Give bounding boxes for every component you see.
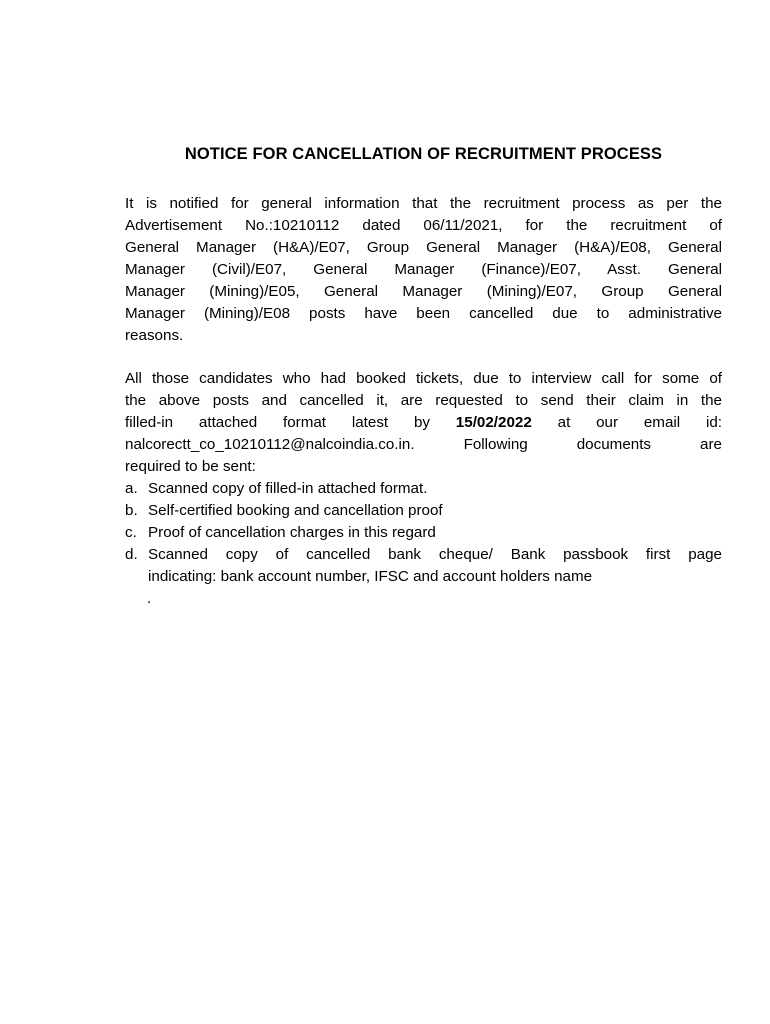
paragraph-1-line: Manager (Civil)/E07, General Manager (Finance)/E07, Asst. General <box>125 261 722 278</box>
list-item <box>125 478 722 500</box>
notice-paragraph-1 <box>125 193 722 347</box>
list-item <box>125 544 722 588</box>
paragraph-2-line: required to be sent: <box>125 458 256 475</box>
required-documents-list <box>125 478 722 588</box>
list-item-text: Scanned copy of filled-in attached format. <box>148 480 428 497</box>
list-marker: c. <box>125 524 137 541</box>
paragraph-1-line: reasons. <box>125 327 184 344</box>
notice-paragraph-2 <box>125 368 722 478</box>
paragraph-1-line: Manager (Mining)/E05, General Manager (Mining)/E07, Group General <box>125 283 722 300</box>
list-item-text-line: indicating: bank account number, IFSC and account holders name <box>148 568 593 585</box>
list-item-text-line: Scanned copy of cancelled bank cheque/ Bank passbook first page <box>148 546 722 563</box>
list-item-text: Proof of cancellation charges in this regard <box>148 524 436 541</box>
paragraph-1-line: Advertisement No.:10210112 dated 06/11/2021, for the recruitment of <box>125 217 722 234</box>
list-item-text: Self-certified booking and cancellation proof <box>148 502 443 519</box>
list-marker: b. <box>125 502 138 519</box>
list-item-text <box>148 544 722 588</box>
deadline-date: 15/02/2022 <box>455 414 532 431</box>
paragraph-2-line: All those candidates who had booked tickets, due to interview call for some of <box>125 370 722 387</box>
paragraph-2-line-with-date <box>125 412 722 434</box>
paragraph-1-line: It is notified for general information that the recruitment process as per the <box>125 195 722 212</box>
notice-title: NOTICE FOR CANCELLATION OF RECRUITMENT PROCESS <box>184 145 663 163</box>
claim-instruction-text: filled-in attached format latest by <box>125 414 430 431</box>
paragraph-1-line: General Manager (H&A)/E07, Group General Manager (H&A)/E08, General <box>125 239 722 256</box>
email-intro-text: at our email id: <box>557 414 722 431</box>
paragraph-2-email-line: nalcorectt_co_10210112@nalcoindia.co.in. Following documents are <box>125 436 722 453</box>
paragraph-1-line: Manager (Mining)/E08 posts have been cancelled due to administrative <box>125 305 722 322</box>
paragraph-2-line: the above posts and cancelled it, are requested to send their claim in the <box>125 392 722 409</box>
list-marker: d. <box>125 546 138 563</box>
list-item <box>125 522 722 544</box>
trailing-dot: . <box>147 590 152 607</box>
list-item <box>125 500 722 522</box>
list-marker: a. <box>125 480 138 497</box>
